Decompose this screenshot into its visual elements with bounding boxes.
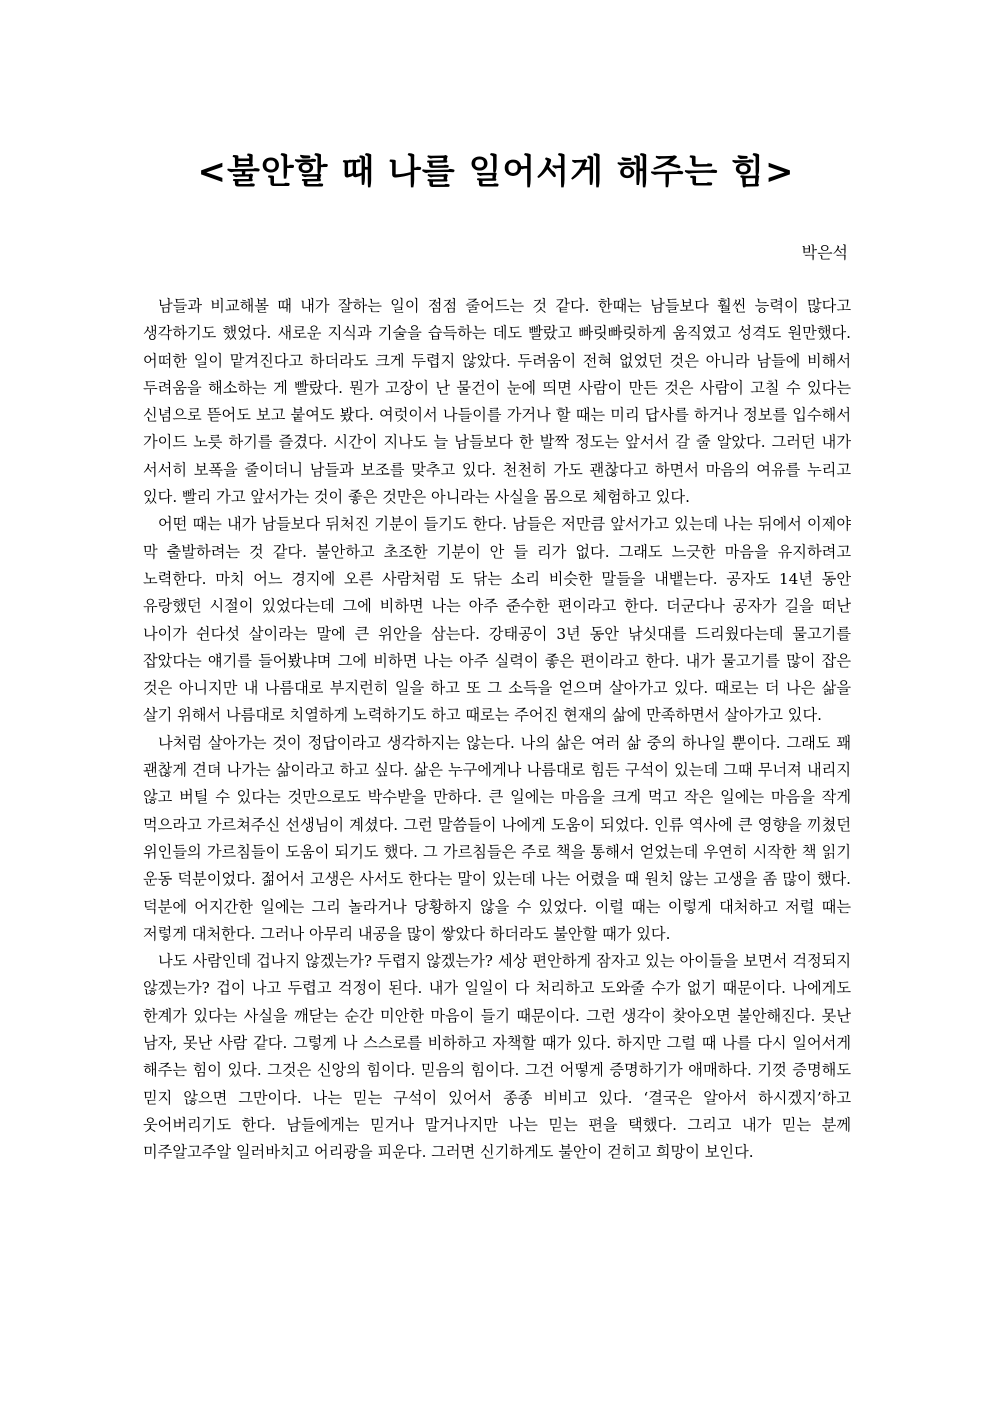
document-title: <불안할 때 나를 일어서게 해주는 힘>	[197, 152, 795, 192]
paragraph: 어떤 때는 내가 남들보다 뒤처진 기분이 들기도 한다. 남들은 저만큼 앞서가고 있는데 나는 뒤에서 이제야 막 출발하려는 것 같다. 불안하고 초조한 기분이 안 들 리가 없다. 그래도 느긋한 마음을 유지하려고 노력한다. 마치 어느 경지에 오른 사람처럼 도 닦는 소리 비슷한 말들을 내뱉는다. 공자도 14년 동안 유랑했던 시절이 있었다는데 그에 비하면 나는 아주 준수한 편이라고 한다. 더군다나 공자가 길을 떠난 나이가 쉰다섯 살이라는 말에 큰 위안을 삼는다. 강태공이 3년 동안 낚싯대를 드리웠다는데 물고기를 잡았다는 얘기를 들어봤냐며 그에 비하면 나는 아주 실력이 좋은 편이라고 한다. 내가 물고기를 많이 잡은 것은 아니지만 내 나름대로 부지런히 일을 하고 또 그 소득을 얻으며 살아가고 있다. 때로는 더 나은 삶을 살기 위해서 나름대로 치열하게 노력하기도 하고 때로는 주어진 현재의 삶에 만족하면서 살아가고 있다.	[143, 515, 851, 725]
paragraph: 남들과 비교해볼 때 내가 잘하는 일이 점점 줄어드는 것 같다. 한때는 남들보다 훨씬 능력이 많다고 생각하기도 했었다. 새로운 지식과 기술을 습득하는 데도 빨랐고 빠릿빠릿하게 움직였고 성격도 원만했다. 어떠한 일이 맡겨진다고 하더라도 크게 두렵지 않았다. 두려움이 전혀 없었던 것은 아니라 남들에 비해서 두려움을 해소하는 게 빨랐다. 뭔가 고장이 난 물건이 눈에 띄면 사람이 만든 것은 사람이 고칠 수 있다는 신념으로 뜯어도 보고 붙여도 봤다. 여럿이서 나들이를 가거나 할 때는 미리 답사를 하거나 정보를 입수해서 가이드 노릇 하기를 즐겼다. 시간이 지나도 늘 남들보다 한 발짝 정도는 앞서서 갈 줄 알았다. 그러던 내가 서서히 보폭을 줄이더니 남들과 보조를 맞추고 있다. 천천히 가도 괜찮다고 하면서 마음의 여유를 누리고 있다. 빨리 가고 앞서가는 것이 좋은 것만은 아니라는 사실을 몸으로 체험하고 있다.	[143, 297, 851, 507]
essay-body	[143, 293, 851, 1167]
paragraph: 나도 사람인데 겁나지 않겠는가? 두렵지 않겠는가? 세상 편안하게 잠자고 있는 아이들을 보면서 걱정되지 않겠는가? 겁이 나고 두렵고 걱정이 된다. 내가 일일이 다 처리하고 도와줄 수가 없기 때문이다. 나에게도 한계가 있다는 사실을 깨닫는 순간 미안한 마음이 들기 때문이다. 그런 생각이 찾아오면 불안해진다. 못난 남자, 못난 사람 같다. 그렇게 나 스스로를 비하하고 자책할 때가 있다. 하지만 그럴 때 나를 다시 일어서게 해주는 힘이 있다. 그것은 신앙의 힘이다. 믿음의 힘이다. 그건 어떻게 증명하기가 애매하다. 기껏 증명해도 믿지 않으면 그만이다. 나는 믿는 구석이 있어서 종종 비비고 있다. ‘결국은 알아서 하시겠지’하고 웃어버리기도 한다. 남들에게는 믿거나 말거나지만 나는 믿는 편을 택했다. 그리고 내가 믿는 분께 미주알고주알 일러바치고 어리광을 피운다. 그러면 신기하게도 불안이 걷히고 희망이 보인다.	[143, 952, 851, 1162]
paragraph: 나처럼 살아가는 것이 정답이라고 생각하지는 않는다. 나의 삶은 여러 삶 중의 하나일 뿐이다. 그래도 꽤 괜찮게 견뎌 나가는 삶이라고 하고 싶다. 삶은 누구에게나 나름대로 힘든 구석이 있는데 그때 무너져 내리지 않고 버틸 수 있다는 것만으로도 박수받을 만하다. 큰 일에는 마음을 크게 먹고 작은 일에는 마음을 작게 먹으라고 가르쳐주신 선생님이 계셨다. 그런 말씀들이 나에게 도움이 되었다. 인류 역사에 큰 영향을 끼쳤던 위인들의 가르침들이 도움이 되기도 했다. 그 가르침들은 주로 책을 통해서 얻었는데 우연히 시작한 책 읽기 운동 덕분이었다. 젊어서 고생은 사서도 한다는 말이 있는데 나는 어렸을 때 원치 않는 고생을 좀 많이 했다. 덕분에 어지간한 일에는 그리 놀라거나 당황하지 않을 수 있었다. 이럴 때는 이렇게 대처하고 저럴 때는 저렇게 대처한다. 그러나 아무리 내공을 많이 쌓았다 하더라도 불안할 때가 있다.	[143, 733, 851, 943]
author-name: 박은석	[801, 243, 848, 262]
